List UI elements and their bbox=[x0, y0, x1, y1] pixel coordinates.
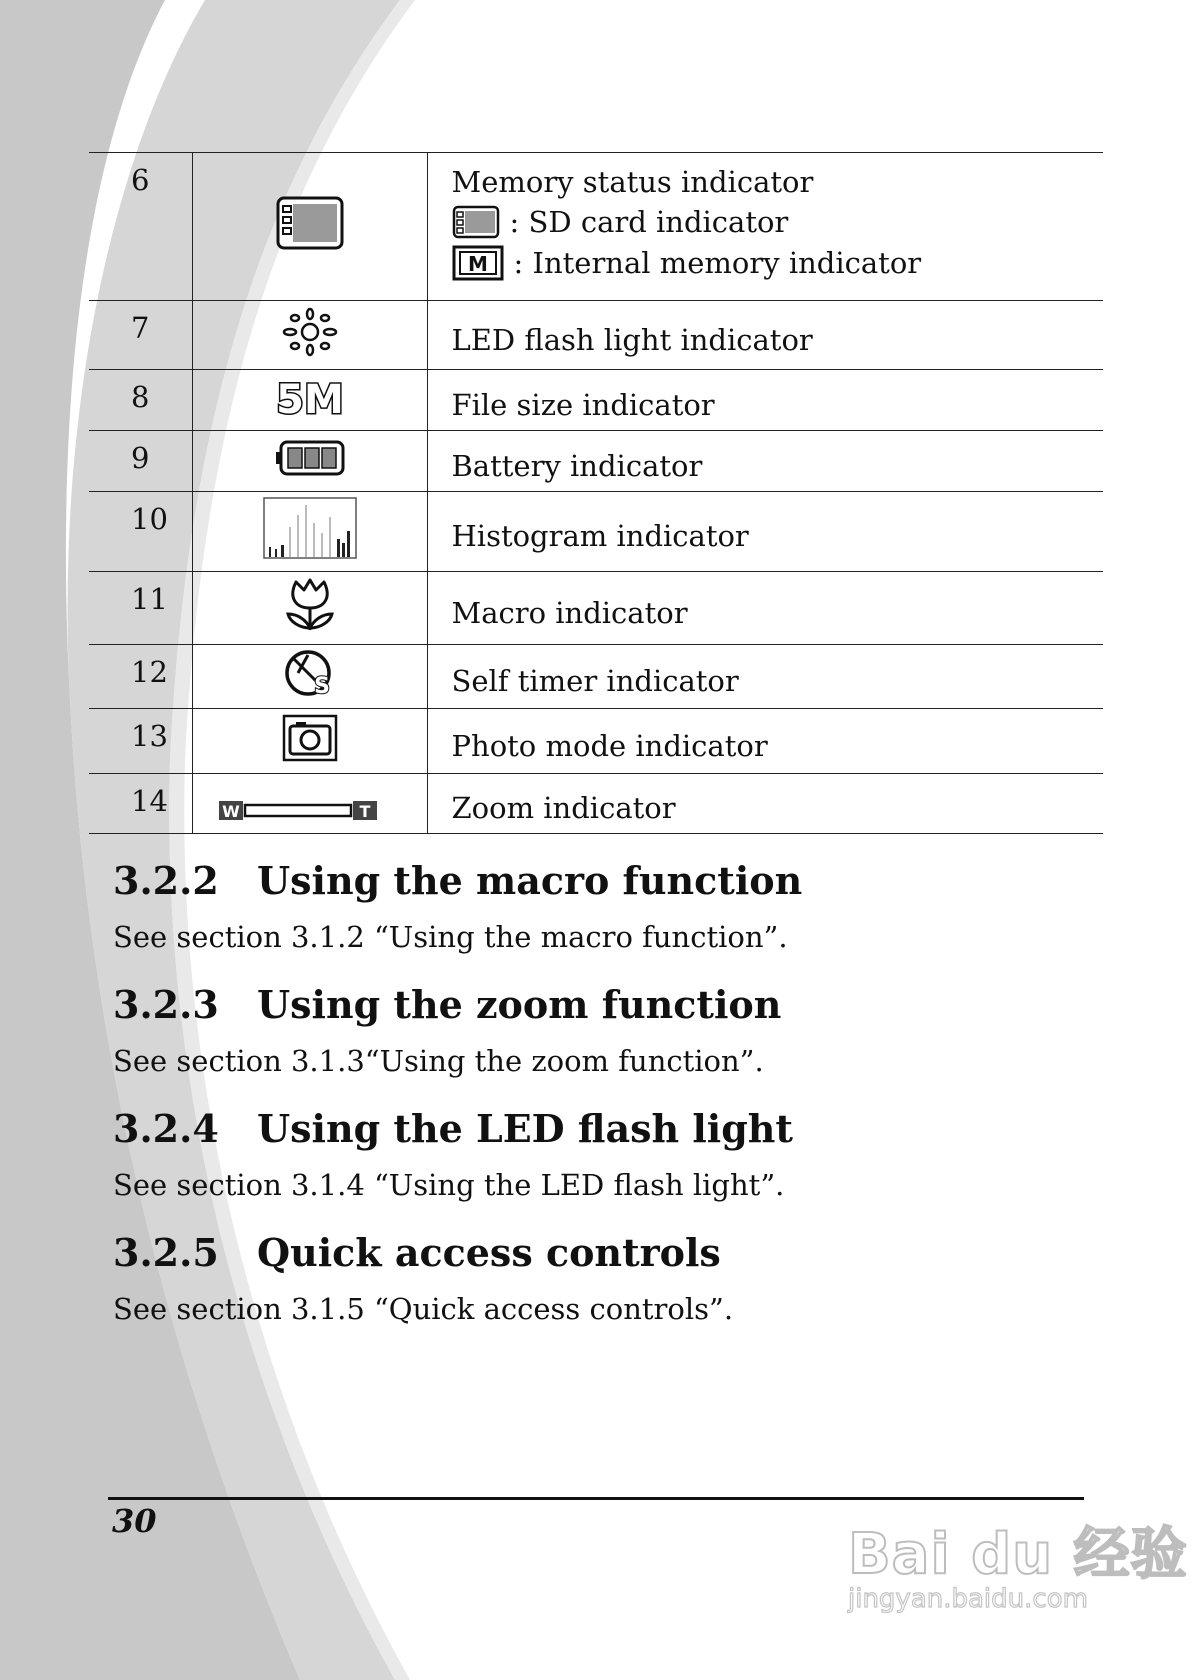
internal-memory-icon bbox=[452, 245, 504, 281]
sd-card-label: : SD card indicator bbox=[509, 205, 789, 239]
table-row bbox=[89, 370, 1103, 431]
section-body: See section 3.1.5 “Quick access controls”. bbox=[113, 1292, 734, 1326]
section-number: 3.2.3 bbox=[113, 982, 219, 1027]
section-title: Using the LED flash light bbox=[257, 1106, 793, 1151]
indicator-description: Self timer indicator bbox=[427, 645, 1103, 709]
indicator-description: Histogram indicator bbox=[427, 492, 1103, 572]
internal-memory-subline bbox=[452, 245, 1104, 281]
row-number: 7 bbox=[89, 301, 192, 370]
zoom-tele-glyph: T bbox=[359, 802, 370, 821]
histogram-icon bbox=[263, 497, 357, 559]
table-row bbox=[89, 492, 1103, 572]
indicator-description: Zoom indicator bbox=[427, 774, 1103, 834]
table-row bbox=[89, 709, 1103, 774]
svg-text:S: S bbox=[313, 674, 330, 699]
self-timer-icon bbox=[282, 647, 338, 699]
photo-mode-camera-icon bbox=[282, 714, 338, 762]
section-body: See section 3.1.2 “Using the macro function”. bbox=[113, 920, 788, 954]
row-number: 12 bbox=[89, 645, 192, 709]
section-heading bbox=[113, 982, 781, 1027]
table-row bbox=[89, 431, 1103, 492]
baidu-watermark bbox=[848, 1510, 1188, 1614]
footer-rule bbox=[108, 1497, 1084, 1500]
file-size-5m-icon bbox=[275, 375, 345, 419]
internal-memory-label: : Internal memory indicator bbox=[513, 246, 922, 280]
file-size-glyph: 5M bbox=[275, 376, 344, 419]
led-flash-icon bbox=[280, 306, 340, 358]
row-number: 13 bbox=[89, 709, 192, 774]
row-number: 10 bbox=[89, 492, 192, 572]
section-body: See section 3.1.4 “Using the LED flash light”. bbox=[113, 1168, 785, 1202]
page-number: 30 bbox=[112, 1502, 157, 1540]
section-heading bbox=[113, 1230, 721, 1275]
row-number: 6 bbox=[89, 153, 192, 301]
watermark-url: jingyan.baidu.com bbox=[848, 1584, 1088, 1614]
section-number: 3.2.5 bbox=[113, 1230, 219, 1275]
section-title: Using the macro function bbox=[257, 858, 803, 903]
row-number: 8 bbox=[89, 370, 192, 431]
sd-card-icon bbox=[275, 195, 345, 251]
zoom-wide-glyph: W bbox=[221, 802, 240, 821]
indicator-table bbox=[89, 152, 1103, 834]
indicator-description: Battery indicator bbox=[427, 431, 1103, 492]
section-title: Using the zoom function bbox=[257, 982, 782, 1027]
indicator-description: LED flash light indicator bbox=[427, 301, 1103, 370]
section-number: 3.2.4 bbox=[113, 1106, 219, 1151]
indicator-description: Photo mode indicator bbox=[427, 709, 1103, 774]
row-number: 14 bbox=[89, 774, 192, 834]
table-row bbox=[89, 153, 1103, 301]
sd-card-icon bbox=[452, 205, 500, 239]
battery-icon bbox=[273, 438, 347, 478]
table-row bbox=[89, 301, 1103, 370]
section-heading bbox=[113, 858, 802, 903]
zoom-bar-icon bbox=[217, 798, 379, 822]
table-row bbox=[89, 645, 1103, 709]
section-number: 3.2.2 bbox=[113, 858, 219, 903]
indicator-description: Macro indicator bbox=[427, 572, 1103, 645]
row-number: 9 bbox=[89, 431, 192, 492]
section-body: See section 3.1.3“Using the zoom function”. bbox=[113, 1044, 764, 1078]
table-row bbox=[89, 572, 1103, 645]
section-title: Quick access controls bbox=[257, 1230, 721, 1275]
table-row bbox=[89, 774, 1103, 834]
indicator-description: Memory status indicator bbox=[451, 165, 814, 199]
watermark-brand: Bai du 经验 bbox=[848, 1522, 1188, 1587]
sd-card-subline bbox=[452, 205, 1104, 239]
row-number: 11 bbox=[89, 572, 192, 645]
macro-flower-icon bbox=[282, 576, 338, 634]
section-heading bbox=[113, 1106, 793, 1151]
indicator-description: File size indicator bbox=[427, 370, 1103, 431]
internal-memory-glyph: M bbox=[467, 252, 488, 276]
